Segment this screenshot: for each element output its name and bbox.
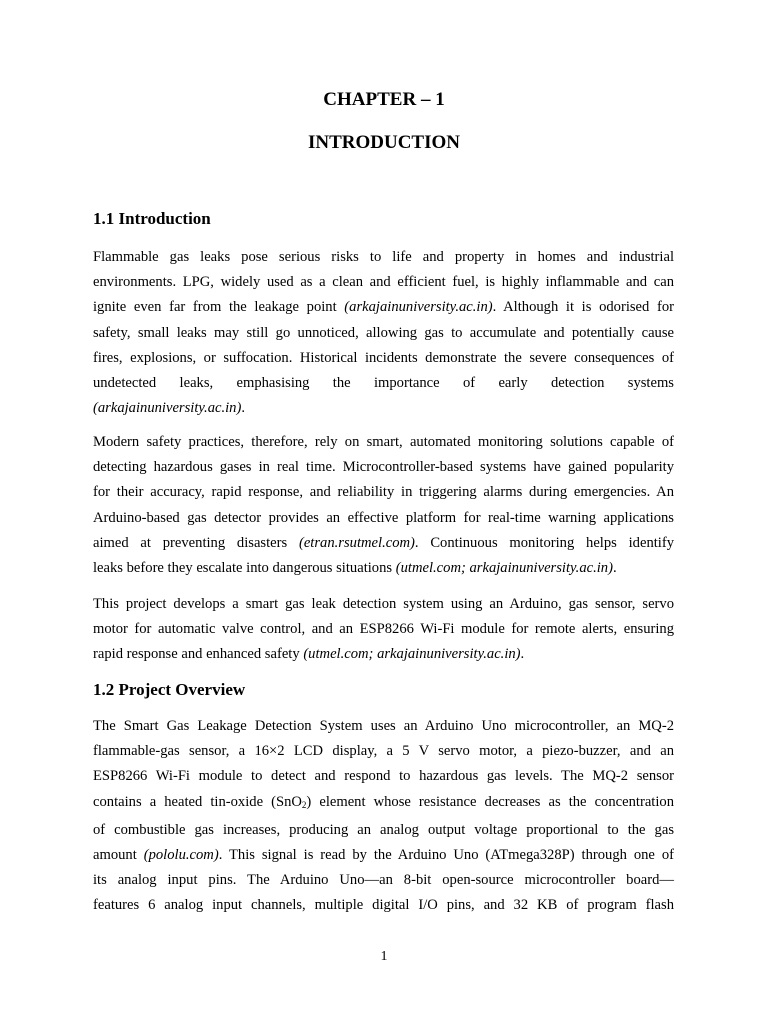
text-segment: . This signal is read by the Arduino Uno (ATmega328P) through one of <box>218 847 674 864</box>
paragraph-line <box>93 396 674 421</box>
paragraph-line: of combustible gas increases, producing an analog output voltage proportional to the gas <box>93 821 674 838</box>
citation: (arkajainuniversity.ac.in) <box>344 299 493 316</box>
text-segment: . <box>520 646 525 663</box>
text-segment: . Although it is odorised for <box>492 299 674 316</box>
paragraph-line: features 6 analog input channels, multiple digital I/O pins, and 32 KB of program flash <box>93 897 674 914</box>
paragraph-line: its analog input pins. The Arduino Uno—an 8-bit open-source microcontroller board— <box>93 872 674 889</box>
section-heading-project-overview: 1.2 Project Overview <box>93 680 246 699</box>
paragraph-line: for their accuracy, rapid response, and reliability in triggering alarms during emergencies. An <box>93 484 674 501</box>
text-segment: . Continuous monitoring helps identify <box>414 534 675 551</box>
text-segment: ignite even far from the leakage point <box>93 299 345 316</box>
paragraph-overview-1 <box>93 714 674 919</box>
paragraph-line: Flammable gas leaks pose serious risks to life and property in homes and industrial <box>93 249 674 265</box>
paragraph-line: Arduino-based gas detector provides an effective platform for real-time warning applications <box>93 509 674 526</box>
paragraph-intro-1 <box>93 245 674 421</box>
chapter-title: CHAPTER – 1 <box>323 89 445 110</box>
citation: (utmel.com; arkajainuniversity.ac.in) <box>303 646 521 663</box>
text-segment: amount <box>93 847 144 864</box>
paragraph-intro-2 <box>93 430 674 581</box>
text-segment: ) element whose resistance decreases as the concentration <box>306 793 674 810</box>
text-segment: . <box>612 560 617 577</box>
paragraph-line <box>93 790 674 818</box>
paragraph-line: Modern safety practices, therefore, rely on smart, automated monitoring solutions capable of <box>93 434 674 450</box>
paragraph-line: motor for automatic valve control, and an ESP8266 Wi-Fi module for remote alerts, ensuring <box>93 621 674 638</box>
text-segment: aimed at preventing disasters <box>93 534 299 551</box>
paragraph-line <box>93 556 674 581</box>
paragraph-line: ESP8266 Wi-Fi module to detect and respond to hazardous gas levels. The MQ-2 sensor <box>93 768 674 785</box>
paragraph-line <box>93 642 674 667</box>
text-segment: . <box>241 400 245 417</box>
text-segment: rapid response and enhanced safety <box>93 646 304 663</box>
paragraph-line: flammable-gas sensor, a 16×2 LCD display, a 5 V servo motor, a piezo-buzzer, and an <box>93 743 674 760</box>
paragraph-line <box>93 843 674 868</box>
paragraph-line <box>93 295 674 320</box>
subscript: 2 <box>301 799 307 810</box>
text-segment: leaks before they escalate into dangerous situations <box>93 560 396 577</box>
citation: (pololu.com) <box>143 847 219 864</box>
text-segment: contains a heated tin-oxide (SnO <box>93 793 302 810</box>
paragraph-line: safety, small leaks may still go unnoticed, allowing gas to accumulate and potentially cause <box>93 324 674 341</box>
citation: (arkajainuniversity.ac.in) <box>93 400 242 417</box>
paragraph-intro-3 <box>93 592 674 668</box>
paragraph-line <box>93 531 674 556</box>
chapter-subtitle: INTRODUCTION <box>307 132 461 153</box>
paragraph-line: detecting hazardous gases in real time. Microcontroller-based systems have gained popularity <box>93 459 674 476</box>
paragraph-line: environments. LPG, widely used as a clean and efficient fuel, is highly inflammable and can <box>93 274 674 291</box>
paragraph-line: fires, explosions, or suffocation. Historical incidents demonstrate the severe consequences of <box>93 349 674 366</box>
page-number: 1 <box>380 949 388 964</box>
paragraph-line: undetected leaks, emphasising the importance of early detection systems <box>93 375 674 392</box>
paragraph-line: The Smart Gas Leakage Detection System uses an Arduino Uno microcontroller, an MQ-2 <box>93 718 674 734</box>
paragraph-line: This project develops a smart gas leak detection system using an Arduino, gas sensor, servo <box>93 596 674 612</box>
citation: (etran.rsutmel.com) <box>298 534 415 551</box>
citation: (utmel.com; arkajainuniversity.ac.in) <box>395 560 613 577</box>
section-heading-introduction: 1.1 Introduction <box>93 209 211 228</box>
